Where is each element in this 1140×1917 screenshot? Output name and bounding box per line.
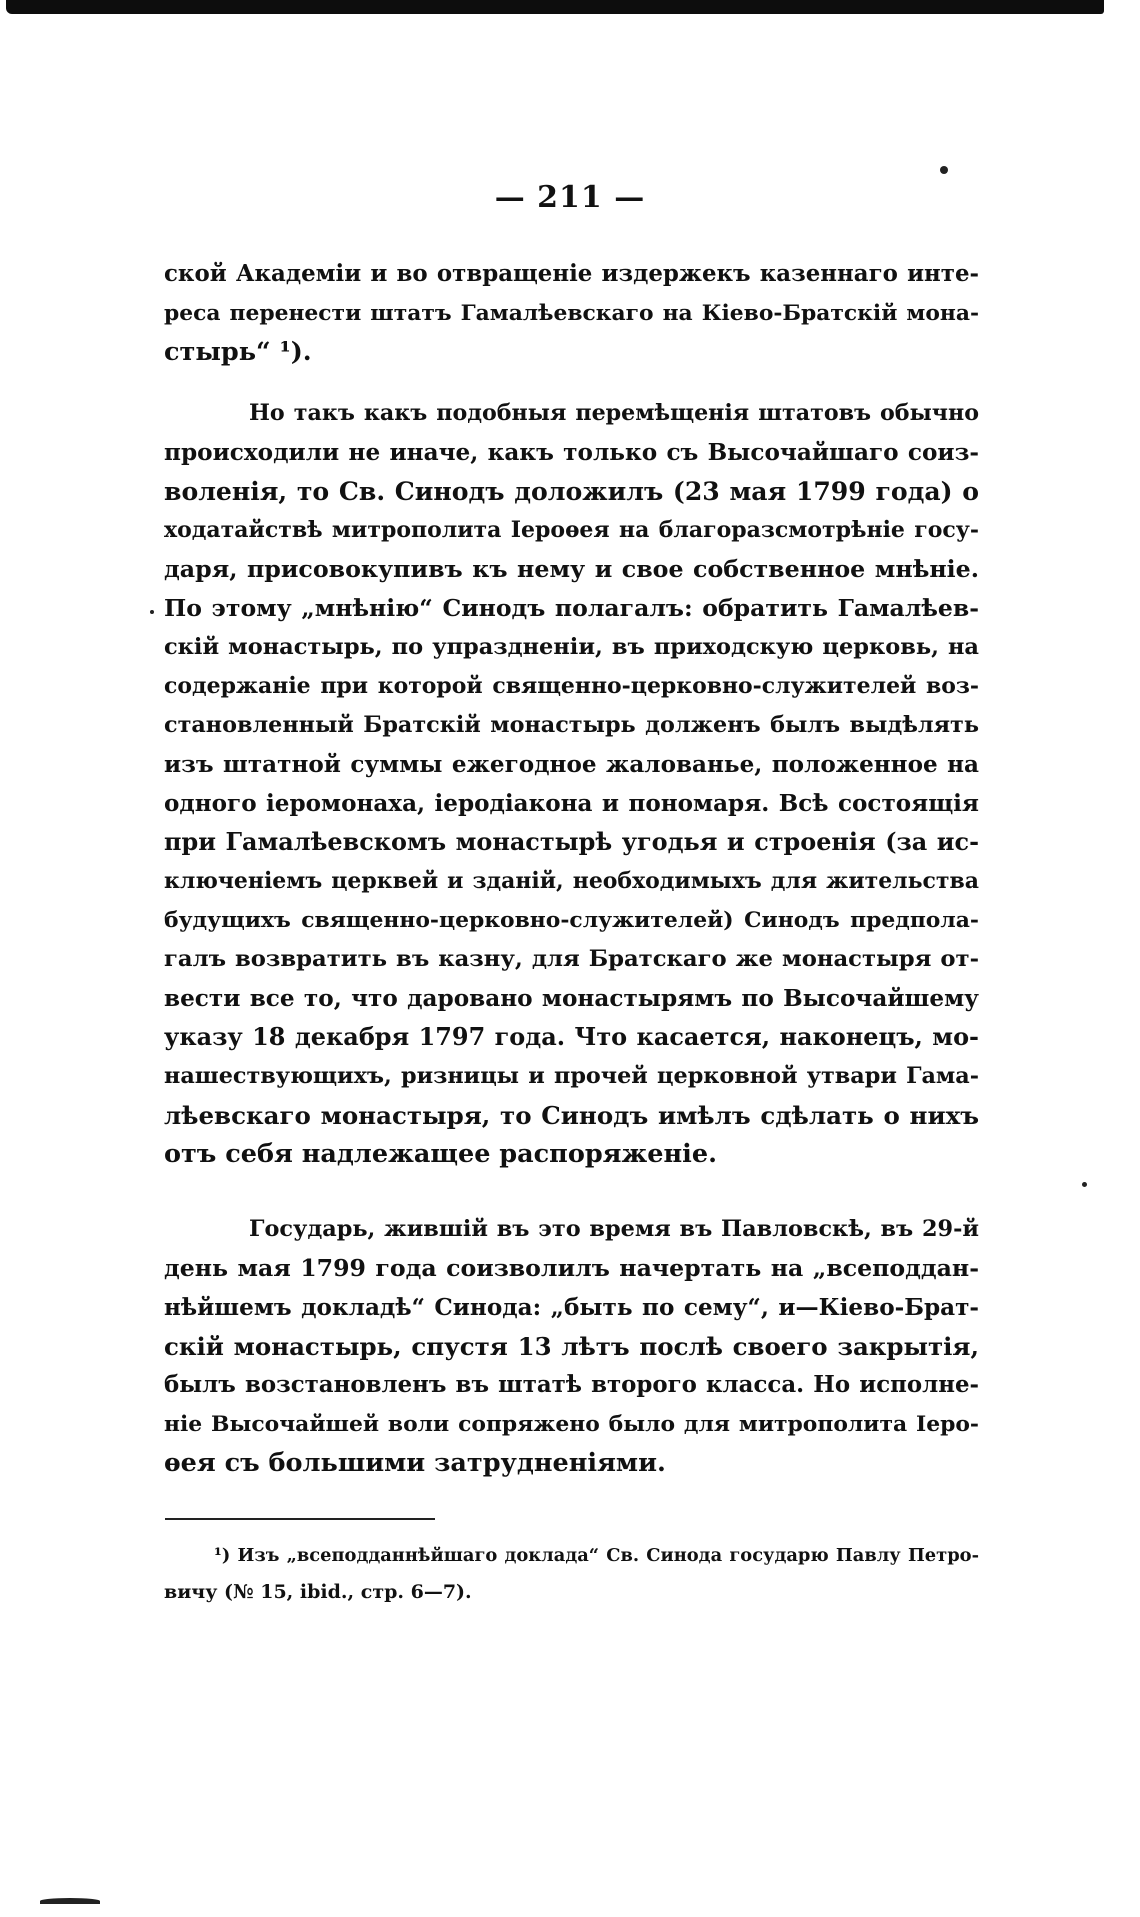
text-line: при Гамалѣевскомъ монастырѣ угодья и строенія (за ис- [164,828,979,856]
paragraph-sovereign-decision [164,1210,979,1483]
footnote-divider [165,1518,435,1520]
text-line: реса перенести штатъ Гамалѣевскаго на Кіево-Братскій мона- [164,301,979,326]
text-line: происходили не иначе, какъ только съ Высочайшаго соиз- [164,439,979,466]
page-edge-mark [40,1898,100,1904]
text-line: становленный Братскій монастырь долженъ былъ выдѣлять [164,712,979,738]
text-line: отъ себя надлежащее распоряженіе. [164,1139,717,1169]
text-line: По этому „мнѣнію“ Синодъ полагалъ: обратить Гамалѣев- [164,594,979,622]
text-line: содержаніе при которой священно-церковно-служителей воз- [164,673,979,699]
page-number: — 211 — [494,180,646,215]
text-line: лѣевскаго монастыря, то Синодъ имѣлъ сдѣлать о нихъ [164,1101,979,1130]
footnote-line: ¹) Изъ „всеподданнѣйшаго доклада“ Св. Синода государю Павлу Петро- [214,1545,979,1566]
text-line: нашествующихъ, ризницы и прочей церковной утвари Гама- [164,1063,979,1089]
text-line: Но такъ какъ подобныя перемѣщенія штатовъ обычно [249,400,979,426]
footnote [164,1538,979,1610]
text-line: ской Академіи и во отвращеніе издержекъ казеннаго инте- [164,261,979,287]
ink-speck [940,166,948,174]
text-line: скій монастырь, спустя 13 лѣтъ послѣ своего закрытія, [164,1332,979,1361]
ink-speck [1082,1182,1087,1187]
text-line: стырь“ ¹). [164,337,312,367]
text-line: нѣйшемъ докладѣ“ Синода: „быть по сему“, и—Кіево-Брат- [164,1294,979,1321]
top-border-rule [6,0,1104,14]
text-line: изъ штатной суммы ежегодное жалованье, положенное на [164,751,979,778]
text-line: ѳея съ большими затрудненіями. [164,1448,666,1478]
footnote-line: вичу (№ 15, ibid., стр. 6—7). [164,1581,472,1603]
text-line: будущихъ священно-церковно-служителей) Синодъ предпола- [164,907,979,933]
text-line: указу 18 декабря 1797 года. Что касается, наконецъ, мо- [164,1023,979,1051]
ink-speck [150,610,154,614]
text-line: воленія, то Св. Синодъ доложилъ (23 мая 1799 года) о [164,476,979,506]
paragraph-synod-report [164,394,979,1174]
text-line: одного іеромонаха, іеродіакона и пономаря. Всѣ состоящія [164,790,979,817]
text-line: ключеніемъ церквей и зданій, необходимыхъ для жительства [164,868,979,894]
text-line: день мая 1799 года соизволилъ начертать на „всеподдан- [164,1254,979,1282]
text-line: ніе Высочайшей воли сопряжено было для митрополита Іеро- [164,1411,979,1437]
text-line: скій монастырь, по упраздненіи, въ приходскую церковь, на [164,634,979,660]
text-line: Государь, жившій въ это время въ Павловскѣ, въ 29-й [249,1216,979,1242]
text-line: галъ возвратить въ казну, для Братскаго же монастыря от- [164,946,979,972]
paragraph-continuation [164,255,979,372]
text-line: даря, присовокупивъ къ нему и свое собственное мнѣніе. [164,555,979,583]
text-line: ходатайствѣ митрополита Іероѳея на благоразсмотрѣніе госу- [164,517,979,543]
text-line: вести все то, что даровано монастырямъ по Высочайшему [164,985,979,1012]
text-line: былъ возстановленъ въ штатѣ второго класса. Но исполне- [164,1372,979,1398]
